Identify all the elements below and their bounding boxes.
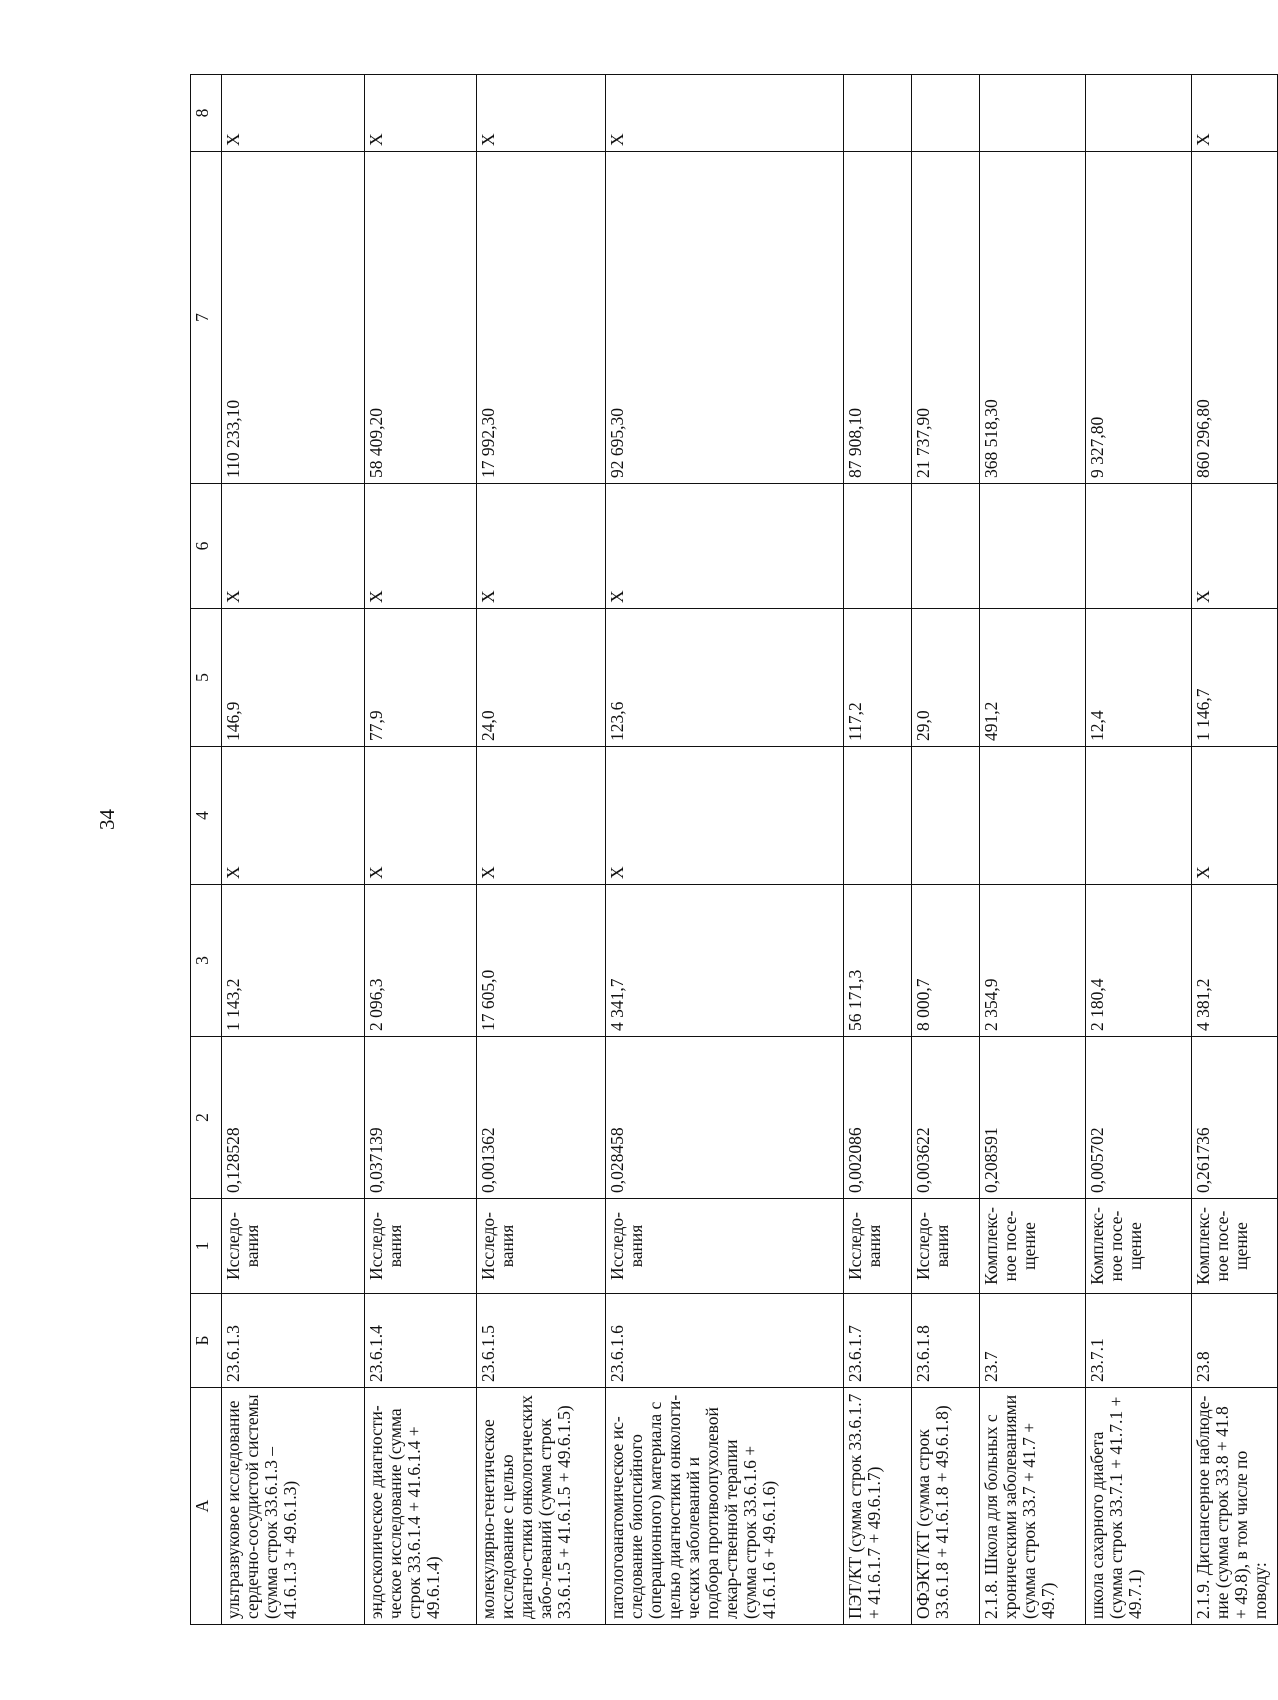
table-cell: 0,003622: [912, 1037, 980, 1199]
table-cell: Х: [1192, 484, 1278, 609]
table-cell: Х: [606, 75, 844, 152]
table-cell: [844, 747, 912, 885]
table-cell: 117,2: [844, 609, 912, 747]
table-cell: Х: [606, 747, 844, 885]
table-row: [222, 75, 365, 1625]
table-cell: Х: [1192, 747, 1278, 885]
table-cell: 8 000,7: [912, 885, 980, 1037]
column-header: А: [191, 1388, 222, 1625]
row-label-cell: патологоанатомическое ис-следование биопсийного (операционного) материала с целью диагностики онкологи-ческих заболеваний и подбора противоопухолевой лекар-ственной терапии (сумма строк 33.6.1.6 + 41.6.1.6 + 49.6.1.6): [606, 1388, 844, 1625]
table-cell: [980, 75, 1086, 152]
table-cell: Х: [222, 484, 365, 609]
table-cell: 23.6.1.7: [844, 1294, 912, 1388]
table-cell: 58 409,20: [365, 152, 477, 484]
table-cell: Комплекс-ное посе-щение: [1086, 1199, 1192, 1294]
table-cell: Х: [222, 75, 365, 152]
table-cell: 123,6: [606, 609, 844, 747]
table-cell: [980, 747, 1086, 885]
table-cell: 0,208591: [980, 1037, 1086, 1199]
table-cell: 29,0: [912, 609, 980, 747]
table-cell: Х: [477, 75, 606, 152]
table-cell: Х: [222, 747, 365, 885]
table-cell: 2 354,9: [980, 885, 1086, 1037]
table-cell: 23.6.1.8: [912, 1294, 980, 1388]
table-cell: Исследо-вания: [222, 1199, 365, 1294]
table-row: [844, 75, 912, 1625]
table-cell: 368 518,30: [980, 152, 1086, 484]
table-cell: Х: [477, 484, 606, 609]
table-cell: 17 992,30: [477, 152, 606, 484]
table-row: [365, 75, 477, 1625]
table-cell: [1086, 484, 1192, 609]
row-label-cell: ультразвуковое исследование сердечно-сосудистой системы (сумма строк 33.6.1.3 – 41.6.1.3 + 49.6.1.3): [222, 1388, 365, 1625]
table-cell: Исследо-вания: [477, 1199, 606, 1294]
table-cell: Исследо-вания: [844, 1199, 912, 1294]
table-cell: 21 737,90: [912, 152, 980, 484]
table-cell: 23.8: [1192, 1294, 1278, 1388]
table-cell: 110 233,10: [222, 152, 365, 484]
column-header: 4: [191, 747, 222, 885]
table-cell: 491,2: [980, 609, 1086, 747]
column-header: 1: [191, 1199, 222, 1294]
table-cell: Х: [606, 484, 844, 609]
row-label-cell: молекулярно-генетическое исследование с целью диагно-стики онкологических забо-леваний (сумма строк 33.6.1.5 + 41.6.1.5 + 49.6.1.5): [477, 1388, 606, 1625]
table-cell: 24,0: [477, 609, 606, 747]
table-cell: 23.6.1.3: [222, 1294, 365, 1388]
row-label-cell: ОФЭКТ/КТ (сумма строк 33.6.1.8 + 41.6.1.8 + 49.6.1.8): [912, 1388, 980, 1625]
table-cell: [980, 484, 1086, 609]
table-cell: 4 381,2: [1192, 885, 1278, 1037]
rotated-table-container: [190, 75, 1270, 1625]
table-cell: 0,261736: [1192, 1037, 1278, 1199]
table-row: [980, 75, 1086, 1625]
column-header: Б: [191, 1294, 222, 1388]
table-cell: [1086, 747, 1192, 885]
table-row: [1086, 75, 1192, 1625]
table-cell: 56 171,3: [844, 885, 912, 1037]
table-cell: 77,9: [365, 609, 477, 747]
table-cell: 23.6.1.4: [365, 1294, 477, 1388]
table-cell: 146,9: [222, 609, 365, 747]
table-header-row: [191, 75, 222, 1625]
table-cell: 2 096,3: [365, 885, 477, 1037]
table-cell: [912, 75, 980, 152]
table-cell: Х: [1192, 75, 1278, 152]
table-row: [912, 75, 980, 1625]
table-row: [606, 75, 844, 1625]
table-cell: Комплекс-ное посе-щение: [1192, 1199, 1278, 1294]
table-cell: Комплекс-ное посе-щение: [980, 1199, 1086, 1294]
table-cell: [1086, 75, 1192, 152]
table-cell: 0,005702: [1086, 1037, 1192, 1199]
row-label-cell: эндоскопическое диагности-ческое исследование (сумма строк 33.6.1.4 + 41.6.1.4 + 49.6.1.4): [365, 1388, 477, 1625]
column-header: 7: [191, 152, 222, 484]
table-cell: [844, 484, 912, 609]
table-row: [477, 75, 606, 1625]
table-cell: 1 146,7: [1192, 609, 1278, 747]
table-cell: 12,4: [1086, 609, 1192, 747]
table-row: [1192, 75, 1278, 1625]
table-cell: 4 341,7: [606, 885, 844, 1037]
row-label-cell: 2.1.9. Диспансерное наблюде-ние (сумма строк 33.8 + 41.8 + 49.8), в том числе по поводу:: [1192, 1388, 1278, 1625]
page-number: 34: [95, 809, 119, 830]
table-cell: Исследо-вания: [606, 1199, 844, 1294]
table-cell: [912, 747, 980, 885]
table-cell: 9 327,80: [1086, 152, 1192, 484]
table-cell: 0,037139: [365, 1037, 477, 1199]
table-cell: 1 143,2: [222, 885, 365, 1037]
row-label-cell: 2.1.8. Школа для больных с хроническими заболеваниями (сумма строк 33.7 + 41.7 + 49.7): [980, 1388, 1086, 1625]
table-cell: 23.7: [980, 1294, 1086, 1388]
table-cell: 23.7.1: [1086, 1294, 1192, 1388]
table-cell: 0,001362: [477, 1037, 606, 1199]
table-cell: 0,028458: [606, 1037, 844, 1199]
table-cell: [844, 75, 912, 152]
column-header: 8: [191, 75, 222, 152]
table-cell: Х: [477, 747, 606, 885]
column-header: 3: [191, 885, 222, 1037]
row-label-cell: ПЭТ/КТ (сумма строк 33.6.1.7 + 41.6.1.7 + 49.6.1.7): [844, 1388, 912, 1625]
table-cell: 860 296,80: [1192, 152, 1278, 484]
table-cell: [912, 484, 980, 609]
table-cell: 92 695,30: [606, 152, 844, 484]
table-cell: Исследо-вания: [365, 1199, 477, 1294]
row-label-cell: школа сахарного диабета (сумма строк 33.7.1 + 41.7.1 + 49.7.1): [1086, 1388, 1192, 1625]
table-cell: 23.6.1.5: [477, 1294, 606, 1388]
column-header: 5: [191, 609, 222, 747]
table-cell: 2 180,4: [1086, 885, 1192, 1037]
table-cell: 23.6.1.6: [606, 1294, 844, 1388]
table-cell: Исследо-вания: [912, 1199, 980, 1294]
table-cell: 17 605,0: [477, 885, 606, 1037]
table-cell: 87 908,10: [844, 152, 912, 484]
table-cell: 0,128528: [222, 1037, 365, 1199]
data-table: [190, 74, 1278, 1625]
column-header: 6: [191, 484, 222, 609]
table-cell: Х: [365, 747, 477, 885]
table-cell: Х: [365, 484, 477, 609]
table-cell: 0,002086: [844, 1037, 912, 1199]
table-cell: Х: [365, 75, 477, 152]
column-header: 2: [191, 1037, 222, 1199]
